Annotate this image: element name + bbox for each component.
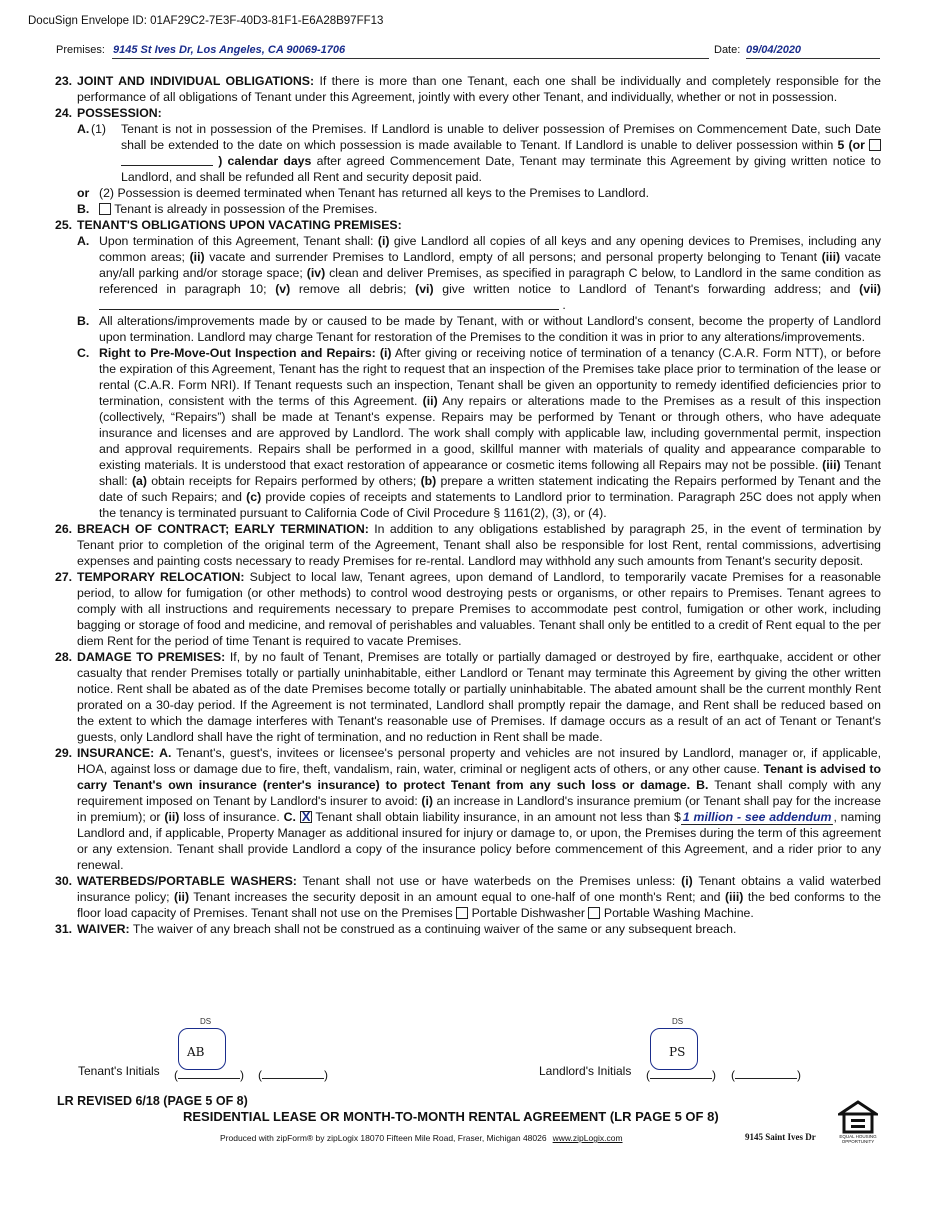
roman: (ii) — [189, 250, 205, 264]
section-31 — [55, 921, 881, 937]
text: Tenant obtains a valid waterbed insurance policy; — [77, 874, 882, 904]
section-text: Subject to local law, Tenant agrees, upon demand of Landlord, to temporarily vacate Premises for a reasonable period, to allow for fumigation (or other methods) to control wood destroying pests or organisms, or other repairs to Premises. Tenant agrees to comply with all instructions and requirements necessary to prepare Premises to accommodate pest control, fumigation or other work, including bagging or storage of food and medicine, and removal of perishables and valuables. Tenant shall only be entitled to a credit of Rent equal to the per diem Rent for the period of time Tenant is required to vacate Premises. — [77, 570, 882, 648]
roman: (c) — [246, 490, 262, 504]
paren: ( — [174, 1068, 178, 1082]
producer-text: Produced with zipForm® by zipLogix 18070 Fifteen Mile Road, Fraser, Michigan 48026 — [220, 1133, 547, 1143]
paren: ) — [797, 1068, 801, 1082]
days-checkbox[interactable] — [869, 139, 881, 151]
item-letter: C. — [77, 346, 90, 360]
tenant-initials-2[interactable] — [258, 1066, 328, 1082]
text: Tenant shall comply with any requirement imposed on Tenant by Landlord's insurer to avoid: — [77, 778, 882, 808]
item-text: after agreed Commencement Date, Tenant may terminate this Agreement by giving written notice to Landlord, and shall be refunded all Rent and security deposit paid. — [121, 154, 881, 184]
equal-housing-icon — [838, 1100, 878, 1144]
section-text: In addition to any obligations established by paragraph 25, in the event of termination by Tenant prior to completion of the original term of the Agreement, Tenant shall also be responsible for lost Rent, rental commissions, advertising expenses and painting costs necessary to ready Premises for re-rental. Landlord may withhold any such amounts from Tenant's security deposit. — [77, 522, 881, 568]
item-letter: A. — [77, 234, 90, 248]
section-title: INSURANCE: — [77, 746, 155, 760]
letter: C. — [283, 810, 296, 824]
section-number: 28. — [55, 650, 73, 664]
section-title: BREACH OF CONTRACT; EARLY TERMINATION: — [77, 522, 369, 536]
liability-insurance-checkbox[interactable] — [300, 811, 312, 823]
form-title: RESIDENTIAL LEASE OR MONTH-TO-MONTH RENTAL AGREEMENT (LR PAGE 5 OF 8) — [183, 1109, 719, 1124]
section-30 — [55, 873, 881, 921]
roman: (iii) — [724, 890, 744, 904]
section-title: DAMAGE TO PREMISES: — [77, 650, 226, 664]
date-label: Date: — [714, 44, 741, 56]
section-28 — [55, 649, 881, 745]
option-label: Portable Washing Machine. — [603, 906, 754, 920]
section-number: 25. — [55, 218, 73, 232]
section-text: If, by no fault of Tenant, Premises are totally or partially damaged or destroyed by fire, earthquake, accident or other casualty that render Premises totally or partially uninhabitable, either Landlord or Tenant may terminate this Agreement by giving the other written notice. Rent shall be abated as of the date Premises become totally or partially uninhabitable. The abated amount shall be the current monthly Rent prorated on a 30-day period. If the Agreement is not terminated, Landlord shall promptly repair the damage, and Rent shall be reduced based on the extent to which the damage interferes with Tenant's reasonable use of Premises. If damage occurs as a result of an act of Tenant or Tenant's guests, only Landlord shall have the right of termination, and no reduction in Rent shall be made. — [77, 650, 882, 744]
paren: ( — [646, 1068, 650, 1082]
roman: (v) — [275, 282, 291, 296]
section-25 — [55, 217, 881, 233]
paren: ) — [324, 1068, 328, 1082]
option-label: Portable Dishwasher — [471, 906, 586, 920]
text: give written notice to Landlord of Tenant's forwarding address; and — [442, 282, 851, 296]
landlord-initials-label: Landlord's Initials — [539, 1064, 632, 1078]
roman: (i) — [377, 234, 390, 248]
text: , naming Landlord and, if applicable, Property Manager as additional insured for injury or damage to, or upon, the Premises during the term of this agreement or any extension. Tenant shall provide Landlord a copy of the insurance policy before commencement of this Agreement, and a rider prior to any renewal. — [77, 810, 882, 872]
text: Tenant shall obtain liability insurance, in an amount not less than $ — [315, 810, 681, 824]
roman: (i) — [379, 346, 392, 360]
section-27 — [55, 569, 881, 649]
text: the bed conforms to the floor load capacity of Premises. Tenant shall not use on the Premises — [77, 890, 882, 920]
or-label: or — [77, 186, 90, 200]
roman: (vii) — [859, 282, 882, 296]
item-letter: A. — [77, 122, 90, 136]
section-text: If there is more than one Tenant, each one shall be individually and completely responsible for the performance of all obligations of Tenant under this Agreement, jointly with every other Tenant, and individually, whether or not in possession. — [77, 74, 881, 104]
possession-checkbox[interactable] — [99, 203, 111, 215]
tenant-initials-label: Tenant's Initials — [78, 1064, 160, 1078]
text: Tenant shall not use or have waterbeds on the Premises unless: — [302, 874, 676, 888]
roman: (i) — [681, 874, 693, 888]
text: After giving or receiving notice of termination of a tenancy (C.A.R. Form NTT), or before the expiration of this Agreement, Tenant has the right to request that an inspection of the Premises take place prior to termination of the lease or rental (C.A.R. Form NRI). If Tenant requests such an inspection, Tenant shall be given an opportunity to remedy identified deficiencies prior to termination, consistent with the terms of this Agreement. — [99, 346, 881, 408]
text: Tenant shall: — [99, 458, 881, 488]
letter: A. — [159, 746, 172, 760]
envelope-id: DocuSign Envelope ID: 01AF29C2-7E3F-40D3-81F1-E6A28B97FF13 — [28, 15, 384, 27]
text: . — [562, 298, 566, 312]
section-title: WAIVER: — [77, 922, 130, 936]
premises-label: Premises: — [56, 44, 105, 56]
footer-address: 9145 Saint Ives Dr — [745, 1132, 816, 1142]
days-blank-field[interactable] — [121, 153, 213, 166]
text: vacate any/all parking and/or storage space; — [99, 250, 881, 280]
roman: (iii) — [821, 250, 841, 264]
text: obtain receipts for Repairs performed by others; — [151, 474, 417, 488]
section-title: TEMPORARY RELOCATION: — [77, 570, 245, 584]
section-25-b — [77, 313, 881, 345]
text: prepare a written statement indicating the Repairs performed by Tenant and the date of such Repairs; and — [99, 474, 882, 504]
section-text: The waiver of any breach shall not be construed as a continuing waiver of the same or any subsequent breach. — [132, 922, 737, 936]
text: vacate and surrender Premises to Landlord, empty of all persons; and personal property belonging to Tenant — [209, 250, 818, 264]
item-text: Tenant is already in possession of the Premises. — [114, 202, 378, 216]
tenant-initials-stamp[interactable] — [178, 1017, 226, 1070]
item-number: (2) — [99, 186, 115, 200]
item-bold: ) calendar days — [218, 154, 312, 168]
eho-caption: EQUAL HOUSING OPPORTUNITY — [839, 1134, 877, 1144]
section-number: 31. — [55, 922, 73, 936]
section-number: 29. — [55, 746, 73, 760]
roman: (iv) — [306, 266, 326, 280]
section-25-a — [77, 233, 881, 313]
section-number: 24. — [55, 106, 73, 120]
section-24-a1 — [77, 121, 881, 185]
text: give Landlord all copies of all keys and any opening devices to Premises, including any common areas; — [99, 234, 881, 264]
item-letter: B. — [77, 314, 90, 328]
text: All alterations/improvements made by or caused to be made by Tenant, with or without Landlord's consent, become the property of Landlord upon termination. Landlord may charge Tenant for restoration of the Premises to the condition it was in prior to any alterations/improvements. — [99, 314, 881, 344]
item-letter: B. — [77, 202, 90, 216]
subtitle: Right to Pre-Move-Out Inspection and Repairs: — [99, 346, 376, 360]
producer-line — [220, 1133, 623, 1143]
section-24-a2 — [55, 185, 881, 201]
landlord-initials-2[interactable] — [731, 1066, 801, 1082]
letter: B. — [696, 778, 709, 792]
item-text: Possession is deemed terminated when Tenant has returned all keys to the Premises to Landlord. — [117, 186, 650, 200]
portable-dishwasher-checkbox[interactable] — [456, 907, 468, 919]
paren: ( — [258, 1068, 262, 1082]
paren: ) — [240, 1068, 244, 1082]
premises-address-field[interactable]: 9145 St Ives Dr, Los Angeles, CA 90069-1706 — [112, 44, 709, 59]
section-number: 26. — [55, 522, 73, 536]
tenant-initials-text: AB — [187, 1045, 205, 1059]
section-24 — [55, 105, 881, 121]
text: clean and deliver Premises, as specified in paragraph C below, to Landlord in the same condition as referenced in paragraph 10; — [99, 266, 882, 296]
roman: (b) — [420, 474, 437, 488]
paren: ) — [712, 1068, 716, 1082]
roman: (i) — [421, 794, 433, 808]
ds-label: DS — [672, 1017, 684, 1026]
section-26 — [55, 521, 881, 569]
landlord-initials-stamp[interactable] — [650, 1017, 698, 1070]
date-field[interactable]: 09/04/2020 — [746, 44, 880, 59]
section-number: 27. — [55, 570, 73, 584]
section-23 — [55, 73, 881, 105]
ds-label: DS — [200, 1017, 212, 1026]
text: provide copies of receipts and statements to Landlord prior to termination. Paragraph 25C does not apply when the tenancy is terminated pursuant to California Code of Civil Procedure § 1161(2), (3), or (4). — [99, 490, 882, 520]
lease-body — [55, 73, 881, 937]
producer-link[interactable]: www.zipLogix.com — [552, 1133, 623, 1143]
item-number: (1) — [91, 122, 107, 136]
revision-label: LR REVISED 6/18 (PAGE 5 OF 8) — [57, 1094, 248, 1108]
text: Tenant's, guest's, invitees or licensee's personal property and vehicles are not insured by Landlord, manager or, if applicable, HOA, against loss or damage due to fire, theft, vandalism, rain, water, criminal or negligent acts of others, or any other cause. — [77, 746, 881, 776]
roman: (ii) — [164, 810, 180, 824]
section-29 — [55, 745, 881, 873]
roman: (iii) — [822, 458, 841, 472]
section-24-b — [77, 201, 881, 217]
section-number: 23. — [55, 74, 73, 88]
text: loss of insurance. — [183, 810, 280, 824]
section-title: TENANT'S OBLIGATIONS UPON VACATING PREMISES: — [77, 218, 402, 232]
item-bold: 5 (or — [837, 138, 865, 152]
section-title: JOINT AND INDIVIDUAL OBLIGATIONS: — [77, 74, 315, 88]
text: remove all debris; — [298, 282, 407, 296]
section-number: 30. — [55, 874, 73, 888]
section-title: WATERBEDS/PORTABLE WASHERS: — [77, 874, 297, 888]
section-25-c — [77, 345, 881, 521]
insurance-amount-field[interactable]: 1 million - see addendum — [682, 810, 832, 824]
vii-blank-field[interactable] — [99, 297, 559, 310]
portable-washer-checkbox[interactable] — [588, 907, 600, 919]
roman: (a) — [131, 474, 147, 488]
bold-text: Tenant is advised to carry Tenant's own insurance (renter's insurance) to protect Tenant from any such loss or damage. — [77, 762, 882, 792]
text: an increase in Landlord's insurance premium (or Tenant shall pay for the increase in premium); or — [77, 794, 882, 824]
text: Tenant increases the security deposit in an amount equal to one-half of one month's Rent; and — [193, 890, 721, 904]
paren: ( — [731, 1068, 735, 1082]
item-text: Tenant is not in possession of the Premises. If Landlord is unable to deliver possession of Premises on Commencement Date, such Date shall be extended to the date on which possession is made available to Tenant. If Landlord is unable to deliver possession within — [121, 122, 881, 152]
landlord-initials-text: PS — [669, 1045, 686, 1059]
roman: (ii) — [422, 394, 438, 408]
text: Any repairs or alterations made to the Premises as a result of this inspection (collectively, “Repairs”) shall be made at Tenant's expense. Repairs may be performed by Tenant or through others, who have adequate insurance and licenses and are approved by Landlord. The work shall comply with applicable law, including governmental permit, inspection and approval requirements. Repairs shall be performed in a good, skillful manner with materials of quality and appearance comparable to existing materials. It is understood that exact restoration of appearance or cosmetic items following all Repairs may not be possible. — [99, 394, 881, 472]
roman: (vi) — [415, 282, 434, 296]
roman: (ii) — [174, 890, 190, 904]
text: Upon termination of this Agreement, Tenant shall: — [99, 234, 374, 248]
section-title: POSSESSION: — [77, 106, 162, 120]
